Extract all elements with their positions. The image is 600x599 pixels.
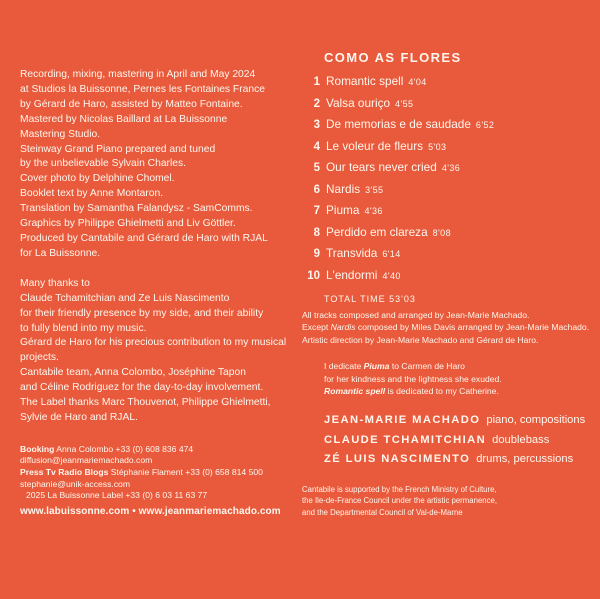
production-line: Booklet text by Anne Montaron. bbox=[20, 188, 164, 200]
dedication-line: for her kindness and the lightness she exuded. bbox=[324, 373, 502, 384]
musician-row bbox=[324, 431, 594, 451]
support-line: and the Departmental Council of Val-de-Marne bbox=[302, 507, 463, 517]
track-duration: 8'08 bbox=[432, 227, 451, 238]
track-row bbox=[302, 246, 594, 268]
tracklist bbox=[302, 74, 594, 289]
dedication bbox=[324, 360, 594, 397]
track-title-emphasis: Piuma bbox=[363, 361, 390, 372]
track-number: 10 bbox=[307, 269, 320, 282]
thanks-line: Claude Tchamitchian and Ze Luis Nascimento bbox=[20, 292, 230, 304]
production-line: Mastered by Nicolas Baillard at La Buissonne bbox=[20, 113, 228, 125]
musician-role: doublebass bbox=[492, 433, 550, 446]
track-title: Perdido em clareza bbox=[326, 224, 428, 239]
production-line: Cover photo by Delphine Chomel. bbox=[20, 173, 175, 185]
dedication-text: I dedicate bbox=[324, 361, 364, 372]
track-duration: 4'36 bbox=[441, 163, 461, 173]
track-title: Le voleur de fleurs bbox=[326, 138, 424, 153]
track-title-emphasis: Romantic spell bbox=[324, 386, 386, 397]
track-number: 3 bbox=[313, 119, 320, 131]
credit-line: All tracks composed and arranged by Jean-Marie Machado. bbox=[302, 310, 530, 320]
production-line: at Studios la Buissonne, Pernes les Fontaines France bbox=[20, 83, 265, 95]
track-row bbox=[302, 139, 594, 161]
track-number: 9 bbox=[313, 248, 320, 260]
track-number: 2 bbox=[313, 97, 320, 110]
composition-credits bbox=[302, 309, 594, 346]
track-number: 5 bbox=[313, 162, 320, 174]
production-credits bbox=[20, 68, 298, 262]
track-row bbox=[302, 74, 594, 96]
track-title: Our tears never cried bbox=[326, 160, 437, 174]
track-number: 1 bbox=[313, 76, 320, 88]
production-line: by the unbelievable Sylvain Charles. bbox=[20, 158, 186, 170]
dedication-text: to Carmen de Haro bbox=[389, 361, 465, 372]
track-row bbox=[302, 117, 594, 139]
website-links[interactable]: www.labuissonne.com • www.jeanmariemachado.com bbox=[20, 505, 281, 517]
musicians-list bbox=[324, 411, 594, 470]
booking-label: Booking bbox=[20, 443, 55, 454]
track-row bbox=[302, 182, 594, 204]
track-number: 6 bbox=[313, 183, 320, 196]
track-title: Valsa ouriço bbox=[326, 95, 391, 110]
thanks-line: and Céline Rodriguez for the day-to-day involvement. bbox=[20, 382, 264, 394]
credit-text: composed by Miles Davis arranged by Jean-Marie Machado. bbox=[355, 322, 590, 333]
credit-text: Except bbox=[302, 322, 331, 333]
contacts bbox=[20, 444, 298, 502]
press-label: Press Tv Radio Blogs bbox=[20, 467, 109, 478]
musician-role: drums, percussions bbox=[476, 453, 574, 466]
dedication-line bbox=[324, 360, 594, 372]
track-title: Transvida bbox=[326, 246, 378, 260]
support-notice bbox=[302, 484, 594, 519]
support-line: Cantabile is supported by the French Ministry of Culture, bbox=[302, 484, 497, 494]
track-row bbox=[302, 96, 594, 118]
track-duration: 6'52 bbox=[475, 120, 495, 130]
dedication-line bbox=[324, 385, 594, 397]
track-title: Nardis bbox=[326, 181, 361, 196]
thanks-line: projects. bbox=[20, 352, 59, 364]
dedication-text: is dedicated to my Catherine. bbox=[385, 386, 499, 397]
booking-email[interactable]: diffusion@jeanmariemachado.com bbox=[20, 455, 153, 466]
track-duration: 4'40 bbox=[382, 270, 401, 281]
thanks-line: for their friendly presence by my side, and their ability bbox=[20, 307, 264, 319]
left-column bbox=[20, 68, 298, 517]
total-time: TOTAL TIME 53'03 bbox=[324, 294, 416, 304]
track-duration: 4'55 bbox=[395, 98, 414, 109]
track-title: Piuma bbox=[326, 203, 360, 217]
track-row bbox=[302, 268, 594, 290]
production-line: Graphics by Philippe Ghielmetti and Liv Göttler. bbox=[20, 218, 236, 230]
track-row bbox=[302, 160, 594, 182]
musician-name: ZÉ LUIS NASCIMENTO bbox=[324, 453, 471, 466]
production-line: Steinway Grand Piano prepared and tuned bbox=[20, 143, 216, 155]
production-line: by Gérard de Haro, assisted by Matteo Fontaine. bbox=[20, 98, 243, 110]
thanks-section bbox=[20, 277, 298, 426]
track-number: 8 bbox=[313, 226, 320, 239]
thanks-line: Gérard de Haro for his precious contribution to my musical bbox=[20, 337, 287, 349]
credit-line bbox=[302, 321, 594, 333]
production-line: Mastering Studio. bbox=[20, 128, 101, 140]
album-title: COMO AS FLORES bbox=[324, 50, 462, 65]
booking-line bbox=[20, 444, 298, 456]
track-duration: 4'04 bbox=[408, 77, 427, 87]
track-duration: 5'03 bbox=[428, 141, 447, 152]
musician-row bbox=[324, 450, 594, 470]
thanks-line: The Label thanks Marc Thouvenot, Philippe Ghielmetti, bbox=[20, 397, 271, 409]
track-row bbox=[302, 225, 594, 247]
track-title: L'endormi bbox=[326, 267, 378, 282]
credit-line: Artistic direction by Jean-Marie Machado and Gérard de Haro. bbox=[302, 334, 539, 345]
thanks-line: Sylvie de Haro and RJAL. bbox=[20, 411, 138, 423]
track-row bbox=[302, 203, 594, 225]
press-email[interactable]: stephanie@unik-access.com bbox=[20, 478, 130, 489]
thanks-line: to fully blend into my music. bbox=[20, 322, 147, 334]
thanks-line: Many thanks to bbox=[20, 277, 90, 289]
production-line: for La Buissonne. bbox=[20, 247, 101, 259]
booking-contact: Anna Colombo +33 (0) 608 836 474 bbox=[54, 443, 194, 454]
track-number: 7 bbox=[313, 205, 320, 217]
musician-role: piano, compositions bbox=[486, 414, 586, 427]
musician-name: JEAN-MARIE MACHADO bbox=[324, 414, 481, 427]
track-duration: 6'14 bbox=[382, 249, 401, 259]
support-line: the Ile-de-France Council under the artistic permanence, bbox=[302, 496, 498, 506]
thanks-line: Cantabile team, Anna Colombo, Joséphine Tapon bbox=[20, 367, 246, 379]
musician-row bbox=[324, 411, 594, 431]
press-line bbox=[20, 467, 298, 479]
track-title: De memorias e de saudade bbox=[326, 117, 471, 131]
right-column bbox=[302, 50, 594, 518]
production-line: Recording, mixing, mastering in April and May 2024 bbox=[20, 69, 256, 80]
production-line: Translation by Samantha Falandysz - SamComms. bbox=[20, 203, 253, 215]
production-line: Produced by Cantabile and Gérard de Haro with RJAL bbox=[20, 232, 268, 244]
track-duration: 4'36 bbox=[364, 206, 383, 216]
musician-name: CLAUDE TCHAMITCHIAN bbox=[324, 433, 487, 446]
track-title-emphasis: Nardis bbox=[330, 322, 356, 333]
press-contact: Stéphanie Flament +33 (0) 658 814 500 bbox=[108, 467, 263, 478]
label-line: 2025 La Buissonne Label +33 (0) 6 03 11 63 77 bbox=[26, 490, 208, 501]
track-title: Romantic spell bbox=[326, 74, 404, 88]
track-duration: 3'55 bbox=[365, 184, 384, 195]
track-number: 4 bbox=[313, 140, 320, 153]
